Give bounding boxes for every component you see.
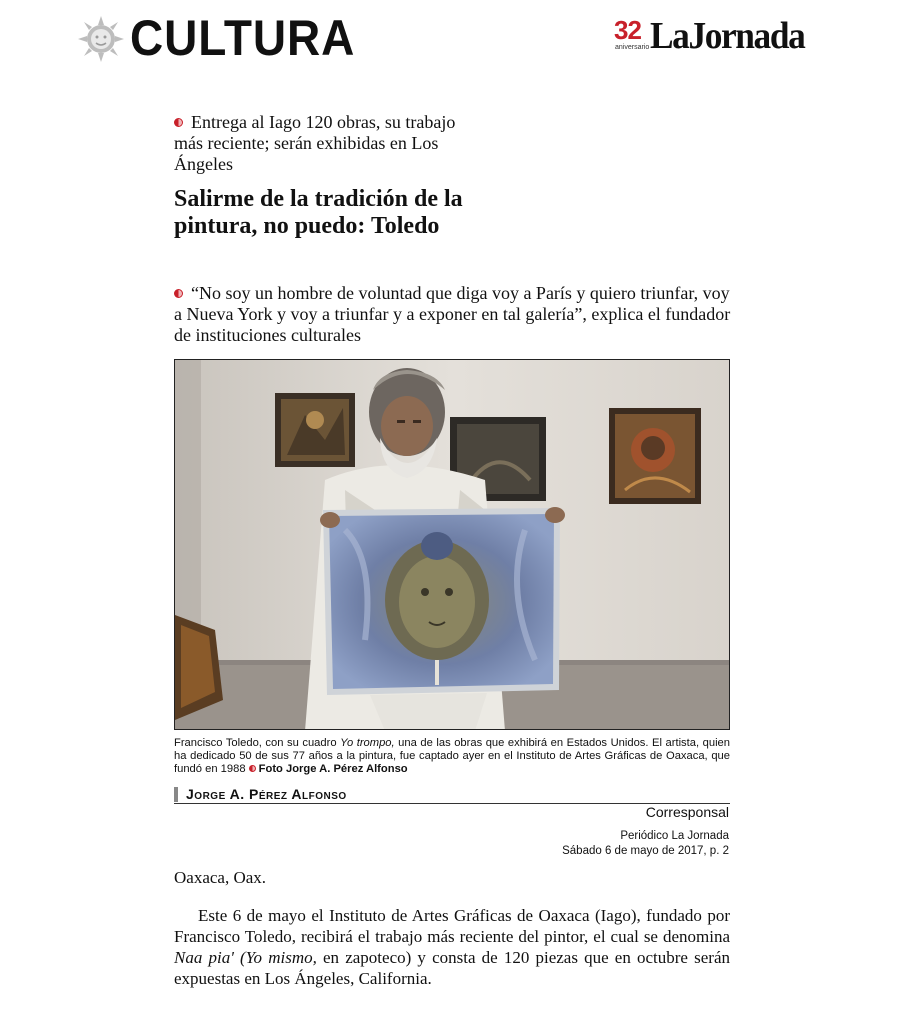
body-italic-title: Naa pia' (Yo mismo, bbox=[174, 948, 317, 967]
held-painting bbox=[320, 507, 565, 695]
source-info bbox=[562, 829, 729, 859]
photo-caption bbox=[174, 737, 730, 776]
wall-painting-left bbox=[275, 393, 355, 467]
dateline: Oaxaca, Oax. bbox=[174, 868, 267, 887]
body-paragraph bbox=[174, 905, 730, 989]
anniversary-label: aniversario bbox=[615, 44, 650, 51]
newspaper-name: LaJornada bbox=[650, 15, 805, 57]
caption-text-1: Francisco Toledo, con su cuadro bbox=[174, 737, 341, 749]
article-headline: Salirme de la tradición de la pintura, no puedo: Toledo bbox=[174, 186, 463, 239]
newspaper-masthead bbox=[614, 14, 834, 58]
source-publication: Periódico La Jornada bbox=[620, 830, 729, 842]
byline-bar bbox=[174, 787, 178, 802]
caption-text-2: una de las obras que exhibirá en Estados Unidos. El artista, quien ha dedicado 50 de sus 77 años a la pintura, fue captado ayer en el Instituto de Artes Gráficas de Oaxaca, que fundó en 1988 bbox=[174, 737, 730, 775]
anniversary-number: 32 bbox=[614, 15, 641, 45]
source-date: Sábado 6 de mayo de 2017, p. 2 bbox=[562, 845, 729, 857]
author-role: Corresponsal bbox=[645, 804, 729, 820]
section-title: CULTURA bbox=[130, 10, 356, 66]
photo-illustration bbox=[175, 360, 730, 730]
photo-credit: Foto Jorge A. Pérez Alfonso bbox=[258, 763, 408, 775]
summary-1-text: Entrega al Iago 120 obras, su trabajo más reciente; serán exhibidas en Los Ángeles bbox=[174, 112, 456, 174]
sun-logo-icon bbox=[78, 16, 124, 62]
article-photo bbox=[174, 359, 730, 730]
body-text-1: Este 6 de mayo el Instituto de Artes Gráficas de Oaxaca (Iago), fundado por Francisco Toledo, recibirá el trabajo más reciente del pintor, el cual se denomina bbox=[174, 906, 730, 946]
bullet-icon bbox=[249, 765, 256, 772]
wall-painting-right bbox=[609, 408, 701, 504]
page-header bbox=[0, 0, 900, 80]
byline bbox=[174, 786, 730, 804]
bullet-icon bbox=[174, 289, 183, 298]
summary-bullet-1 bbox=[174, 112, 474, 175]
bullet-icon bbox=[174, 118, 183, 127]
caption-artwork-title: Yo trompo, bbox=[340, 737, 395, 749]
summary-2-text: “No soy un hombre de voluntad que diga voy a París y quiero triunfar, voy a Nueva York y voy a triunfar y a exponer en tal galería”, explica el fundador de instituciones culturales bbox=[174, 283, 731, 345]
author-name: Jorge A. Pérez Alfonso bbox=[186, 786, 347, 802]
body-text-2: en zapoteco) y consta de 120 piezas que en octubre serán expuestas en Los Ángeles, California. bbox=[174, 948, 730, 988]
summary-bullet-2 bbox=[174, 283, 734, 346]
